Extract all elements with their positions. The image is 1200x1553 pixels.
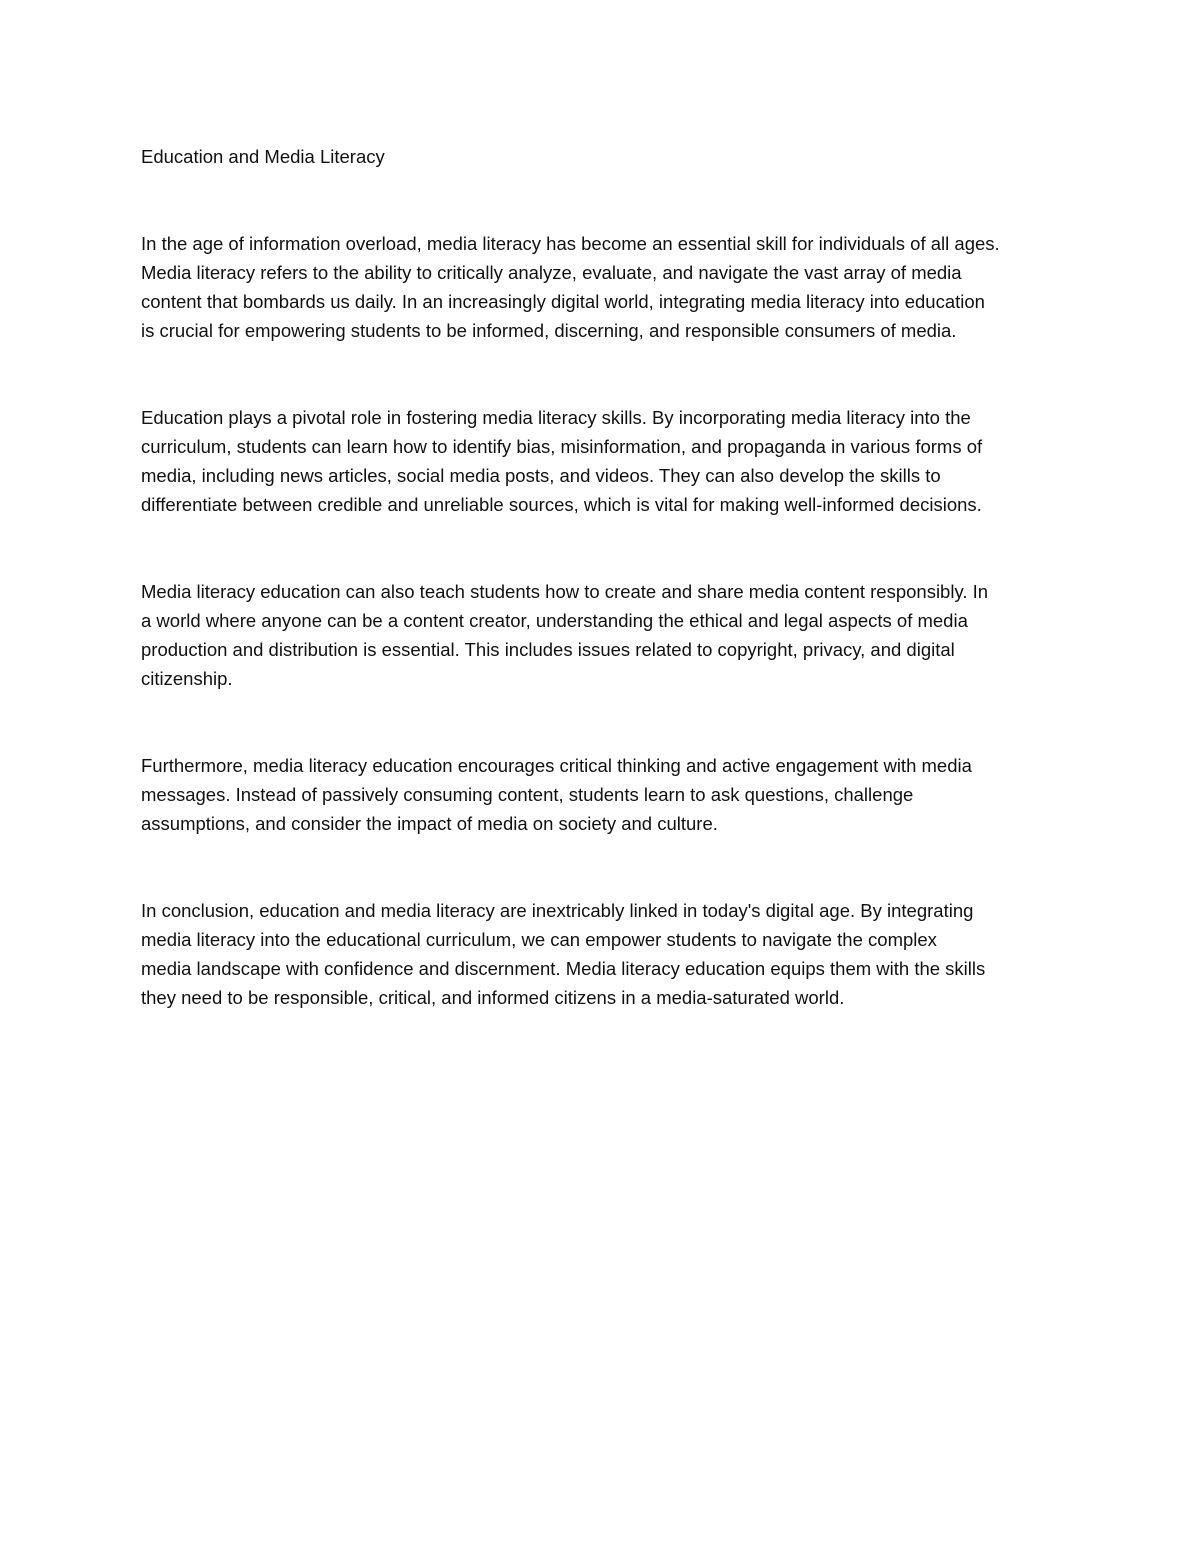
paragraph-5	[141, 896, 1071, 1012]
paragraph-line: Media literacy education can also teach students how to create and share media content responsibly. In	[141, 581, 989, 602]
paragraph-line: media literacy into the educational curriculum, we can empower students to navigate the complex	[141, 929, 937, 950]
paragraph-line: production and distribution is essential. This includes issues related to copyright, privacy, and digital	[141, 639, 955, 660]
paragraph-line: In the age of information overload, media literacy has become an essential skill for individuals of all ages.	[141, 233, 1000, 254]
paragraph-line: Education plays a pivotal role in fostering media literacy skills. By incorporating media literacy into the	[141, 407, 971, 428]
paragraph-line: is crucial for empowering students to be informed, discerning, and responsible consumers of media.	[141, 320, 957, 341]
paragraph-line: media, including news articles, social media posts, and videos. They can also develop the skills to	[141, 465, 941, 486]
paragraph-line: curriculum, students can learn how to identify bias, misinformation, and propaganda in various forms of	[141, 436, 983, 457]
paragraph-2	[141, 403, 1071, 519]
paragraph-3	[141, 577, 1071, 693]
paragraph-4	[141, 751, 1071, 838]
paragraph-line: assumptions, and consider the impact of media on society and culture.	[141, 813, 718, 834]
paragraph-line: a world where anyone can be a content creator, understanding the ethical and legal aspects of media	[141, 610, 968, 631]
document-title: Education and Media Literacy	[141, 146, 385, 167]
paragraph-line: content that bombards us daily. In an increasingly digital world, integrating media literacy into education	[141, 291, 985, 312]
paragraph-1	[141, 229, 1071, 345]
paragraph-line: they need to be responsible, critical, and informed citizens in a media-saturated world.	[141, 987, 845, 1008]
paragraph-line: differentiate between credible and unreliable sources, which is vital for making well-informed decisions.	[141, 494, 982, 515]
paragraph-line: media landscape with confidence and discernment. Media literacy education equips them with the skills	[141, 958, 986, 979]
paragraph-line: In conclusion, education and media literacy are inextricably linked in today's digital age. By integrating	[141, 900, 974, 921]
document-content	[141, 142, 1071, 1012]
paragraph-line: messages. Instead of passively consuming content, students learn to ask questions, challenge	[141, 784, 914, 805]
paragraph-line: Furthermore, media literacy education encourages critical thinking and active engagement with media	[141, 755, 972, 776]
paragraph-line: Media literacy refers to the ability to critically analyze, evaluate, and navigate the vast array of media	[141, 262, 962, 283]
paragraph-line: citizenship.	[141, 668, 233, 689]
